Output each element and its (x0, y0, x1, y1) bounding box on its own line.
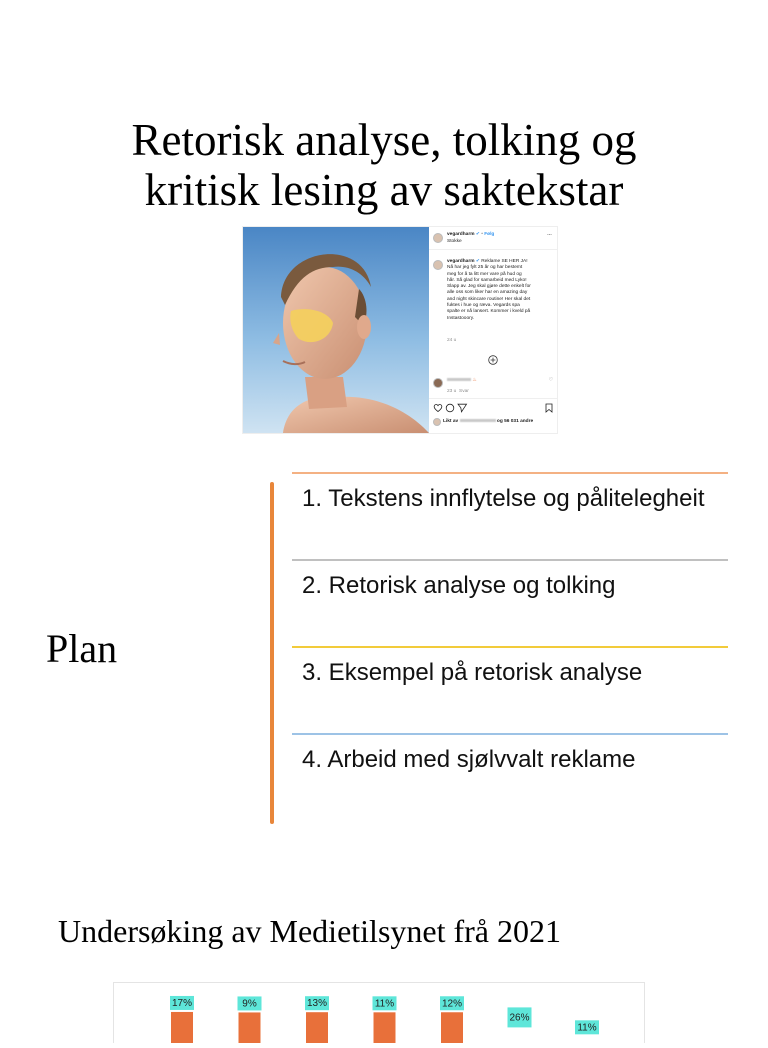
survey-bar-chart (114, 983, 644, 1043)
instagram-post-screenshot (242, 226, 558, 434)
plan-item-1: 1. Tekstens innflytelse og pålitelegheit (292, 472, 728, 559)
verified-icon: ✔ (475, 232, 480, 237)
plan-item-2: 2. Retorisk analyse og tolking (292, 559, 728, 646)
survey-chart (113, 982, 645, 1043)
data-label: 11% (374, 998, 395, 1010)
plan-item-3: 3. Eksempel på retorisk analyse (292, 646, 728, 733)
caption-avatar (433, 260, 443, 270)
comment (447, 378, 477, 384)
data-label: 13% (306, 998, 328, 1010)
data-label: 12% (441, 998, 463, 1010)
data-label: 9% (242, 998, 257, 1010)
blurred-commenter-name (447, 378, 471, 381)
avatar (433, 233, 443, 243)
bar (306, 1012, 328, 1043)
verified-icon: ✔ (475, 259, 480, 264)
follow-button[interactable]: Følg (484, 232, 495, 237)
blurred-liker-name (460, 419, 496, 422)
data-label: 11% (577, 1022, 597, 1034)
plan-item-divider (292, 733, 728, 735)
post-username[interactable]: vegardharm (447, 232, 475, 237)
plan-item-divider (292, 646, 728, 648)
slide-title: Retorisk analyse, tolking og kritisk lesing av saktekstar (131, 115, 637, 215)
post-age: 24 u (447, 338, 457, 343)
comment-meta: 23 u Svar (447, 389, 469, 394)
plan-list (292, 472, 728, 820)
plan-item-divider (292, 559, 728, 561)
plan-item-4: 4. Arbeid med sjølvvalt reklame (292, 733, 728, 820)
data-label: 17% (171, 997, 193, 1009)
bar (171, 1012, 193, 1043)
share-send-icon[interactable] (458, 404, 467, 412)
reply-link[interactable]: Svar (459, 389, 469, 394)
post-location[interactable]: Stokke (447, 239, 462, 244)
like-heart-icon[interactable] (434, 404, 442, 411)
more-options-icon[interactable]: ··· (547, 233, 552, 238)
bar (374, 1012, 396, 1043)
data-label: 26% (509, 1012, 530, 1024)
plan-accent-line (270, 482, 274, 824)
comment-bubble-icon[interactable] (446, 404, 454, 412)
bookmark-icon[interactable] (545, 403, 553, 413)
load-more-comments-icon[interactable] (488, 355, 498, 365)
survey-title: Undersøking av Medietilsynet frå 2021 (58, 913, 561, 949)
commenter-avatar (433, 378, 443, 388)
plan-label: Plan (46, 626, 118, 671)
instagram-photo (243, 227, 429, 433)
plan-item-divider (292, 472, 728, 474)
likes-summary: Likt av og 56 031 andre (443, 419, 534, 424)
bar (239, 1012, 261, 1043)
post-caption: vegardharm ✔ Reklame SE HER JA! Nå har jeg fylt 25 år og har bestemt meg for å ta litt mer vare på hud og hår. Så glad for samarbeid med Lyko! Slapp av. Jeg skal gjøre dette enkelt for alle oss som liker har en amazing day and night skincare routine! Her skal det fuktes i hue og ræva. Vegards spa spalte er nå lansert. Kommer i kveld på Instastooory. (447, 259, 531, 321)
comment-like-heart-icon[interactable]: ♡ (548, 378, 553, 383)
fire-emoji-icon: ♨ (472, 378, 477, 383)
bar (441, 1012, 463, 1043)
action-icons (433, 403, 473, 413)
instagram-post-panel: vegardharm ✔ • Følg Stokke ··· vegardharm ✔ Reklame SE HER JA! Nå har jeg fylt 25 år og har bestemt meg for å ta litt mer vare på hud og hår. Så glad for samarbeid med Lyko! Slapp av. Jeg skal gjøre dette enkelt for alle oss som liker har en amazing day and night skincare routine! Her skal det fuktes i hue og ræva. Vegards spa spalte er nå lansert. Kommer i kveld på Instastooory. 24 u ♨ ♡ 23 u Svar Likt av og 56 031 andre (429, 227, 557, 433)
liker-avatar (433, 418, 441, 426)
